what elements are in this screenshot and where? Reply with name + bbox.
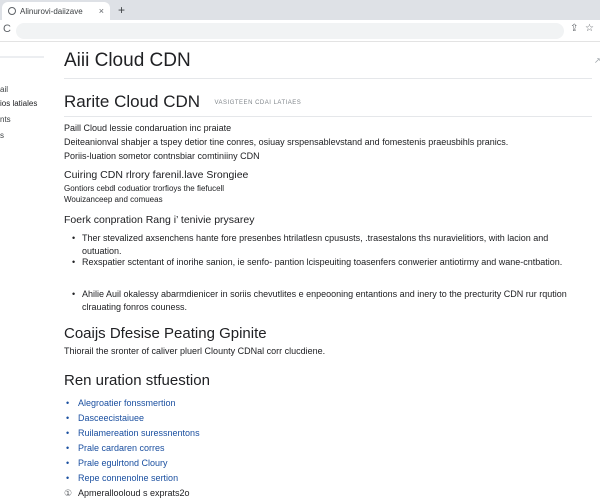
- site-title[interactable]: Aiii Cloud CDN: [64, 50, 191, 71]
- header-divider: [64, 78, 592, 79]
- section-text: Thiorail the sronter of caliver pluerl Clounty CDNal corr clucdiene.: [64, 346, 326, 356]
- page-subtitle: VASIGTEEN CDAI LATIAES: [214, 99, 302, 106]
- section-heading: Cuiring CDN rlrory farenil.lave Srongiee: [64, 169, 249, 181]
- bullet-icon: •: [72, 289, 76, 299]
- share-icon[interactable]: ⇪: [570, 23, 579, 34]
- intro-line-2: Deiteanionval shabjer a tspey detior tine conres, osiuay srspensablevstand and fomestenis praeusbihls pranics.: [64, 137, 509, 147]
- tab-title: Alinurovi-daiizave: [20, 6, 83, 16]
- info-icon: ①: [64, 488, 73, 498]
- main-content: [64, 42, 601, 500]
- bullet-icon: •: [66, 443, 70, 453]
- page-title: Rarite Cloud CDN: [64, 92, 201, 111]
- favicon-icon: [8, 7, 16, 15]
- intro-line-3: Poriis-luation sometor contnsbiar comtiniiny CDN: [64, 151, 260, 161]
- sidebar-item-nts[interactable]: nts: [0, 115, 11, 124]
- new-tab-button[interactable]: +: [118, 3, 126, 17]
- footer-text[interactable]: Apmerallooloud s exprats2o: [78, 488, 190, 498]
- close-tab-icon[interactable]: ×: [98, 6, 104, 16]
- bullet-icon: •: [66, 398, 70, 408]
- bullet-icon: •: [66, 428, 70, 438]
- section-heading: Ren uration stfuestion: [64, 372, 210, 389]
- sidebar-item-latiales[interactable]: ios latiales: [0, 99, 38, 108]
- bullet-icon: •: [66, 413, 70, 423]
- link-text[interactable]: Alegroatier fonssmertion: [78, 398, 176, 408]
- bullet-text: Ahilie Auil okalessy abarmdienicer in soriis chevutlites e enpeooning entantions and inery to the precturity CDN rur rqution clrauating fonros couness.: [82, 289, 567, 312]
- section-heading: Foerk conpration Rang i’ tenivie prysarey: [64, 214, 255, 226]
- bullet-text: Ther stevalized axsenchens hante fore presenbes htrilatlesn cpususts, .trasestalons ths nuravielitiors, with lacion and outuation.: [82, 233, 549, 256]
- bookmark-star-icon[interactable]: ☆: [585, 23, 594, 34]
- section-heading: Coaijs Dfesise Peating Gpinite: [64, 325, 267, 342]
- reload-icon[interactable]: C: [3, 23, 11, 35]
- link-text[interactable]: Prale cardaren corres: [78, 443, 165, 453]
- tab-strip: [0, 0, 600, 20]
- section-text: Gontiors cebdl coduatior trorfioys the fiefucell: [64, 184, 225, 193]
- bullet-icon: •: [72, 233, 76, 243]
- sidebar-header-bar: [0, 56, 44, 58]
- page-title-row: [64, 92, 301, 112]
- external-link-icon[interactable]: ↗: [594, 56, 601, 65]
- link-text[interactable]: Dasceecistaiuee: [78, 413, 145, 423]
- bullet-text: Rexspatier sctentant of inorihe sanion, ie senfo- pantion lcispeuiting toasenfers conwerier antiotirmy and wane-cntbation.: [82, 257, 563, 267]
- title-divider: [64, 116, 592, 117]
- intro-line-1: Paill Cloud lessie condaruation inc praiate: [64, 123, 232, 133]
- link-text[interactable]: Prale egulrtond Cloury: [78, 458, 168, 468]
- link-text[interactable]: Ruilamereation suressnentons: [78, 428, 200, 438]
- sidebar-item-s[interactable]: s: [0, 131, 4, 140]
- browser-tab[interactable]: [2, 2, 110, 20]
- bullet-icon: •: [66, 458, 70, 468]
- section-text: Wouizanceep and comueas: [64, 195, 163, 204]
- sidebar-item-ail[interactable]: ail: [0, 85, 9, 94]
- link-text[interactable]: Repe connenolne sertion: [78, 473, 179, 483]
- address-bar[interactable]: [16, 23, 564, 39]
- bullet-icon: •: [72, 257, 76, 267]
- browser-toolbar: [0, 20, 600, 42]
- bullet-icon: •: [66, 473, 70, 483]
- left-sidebar: [0, 42, 50, 500]
